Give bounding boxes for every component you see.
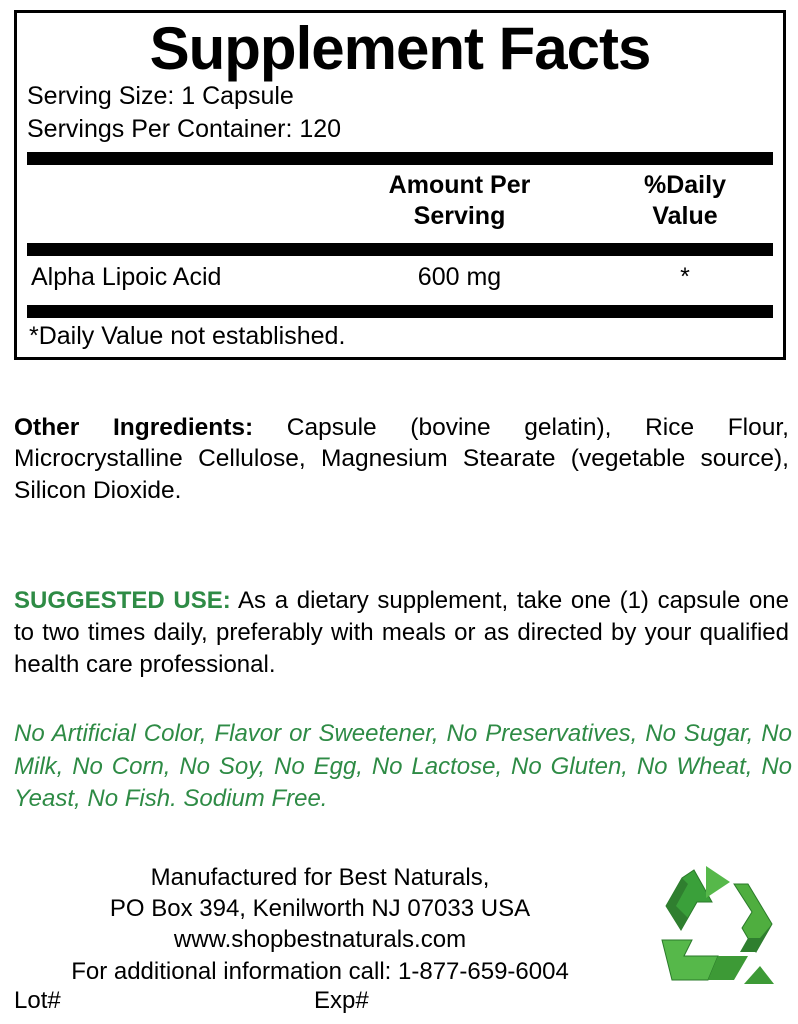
suggested-use-text: As a dietary supplement, take one (1) capsule one to two times daily, preferably with meals or as directed by your qualified health care professional. (14, 587, 790, 678)
servings-per-container-text: Servings Per Container: 120 (27, 115, 342, 143)
nutrient-daily-value: * (680, 262, 690, 291)
daily-value-line1: %Daily (644, 171, 726, 199)
lot-label: Lot# (14, 987, 61, 1014)
daily-value-line2: Value (652, 202, 718, 231)
supplement-facts-title: Supplement Facts (149, 15, 651, 82)
suggested-use-label: SUGGESTED USE: (14, 587, 231, 614)
manufacturer-line1: Manufactured for Best Naturals, (150, 864, 490, 891)
manufacturer-phone: For additional information call: 1-877-659-6004 (71, 957, 569, 985)
daily-value-footnote: *Daily Value not established. (29, 321, 346, 350)
facts-rule-thick-mid (27, 243, 773, 256)
nutrient-amount: 600 mg (417, 262, 502, 291)
amount-per-serving-header (322, 170, 597, 233)
supplement-facts-panel (14, 10, 786, 360)
exp-label: Exp# (314, 987, 369, 1014)
suggested-use-block (14, 585, 789, 681)
lot-exp-row (14, 987, 654, 1015)
amount-per-serving-line2: Serving (413, 202, 506, 231)
manufacturer-line2: PO Box 394, Kenilworth NJ 07033 USA (109, 895, 531, 923)
free-from-claims: No Artificial Color, Flavor or Sweetener, No Preservatives, No Sugar, No Milk, No Corn, No Soy, No Egg, No Lactose, No Gluten, No Wheat, No Yeast, No Fish. Sodium Free. (14, 720, 792, 813)
manufacturer-website: www.shopbestnaturals.com (173, 926, 467, 954)
recycle-icon (648, 862, 788, 988)
other-ingredients-text: Capsule (bovine gelatin), Rice Flour, Microcrystalline Cellulose, Magnesium Stearate (vegetable source), Silicon Dioxide. (14, 414, 789, 504)
other-ingredients-label: Other Ingredients: (14, 414, 254, 441)
table-row (27, 256, 773, 299)
nutrient-name: Alpha Lipoic Acid (31, 262, 222, 291)
facts-header-row (27, 165, 773, 237)
other-ingredients-block (14, 412, 789, 506)
facts-rule-thick-bottom (27, 305, 773, 318)
daily-value-header (597, 170, 773, 233)
manufacturer-block (0, 862, 640, 987)
facts-rule-thick-top (27, 152, 773, 165)
amount-per-serving-line1: Amount Per (388, 171, 531, 199)
serving-size-text: Serving Size: 1 Capsule (27, 82, 294, 110)
